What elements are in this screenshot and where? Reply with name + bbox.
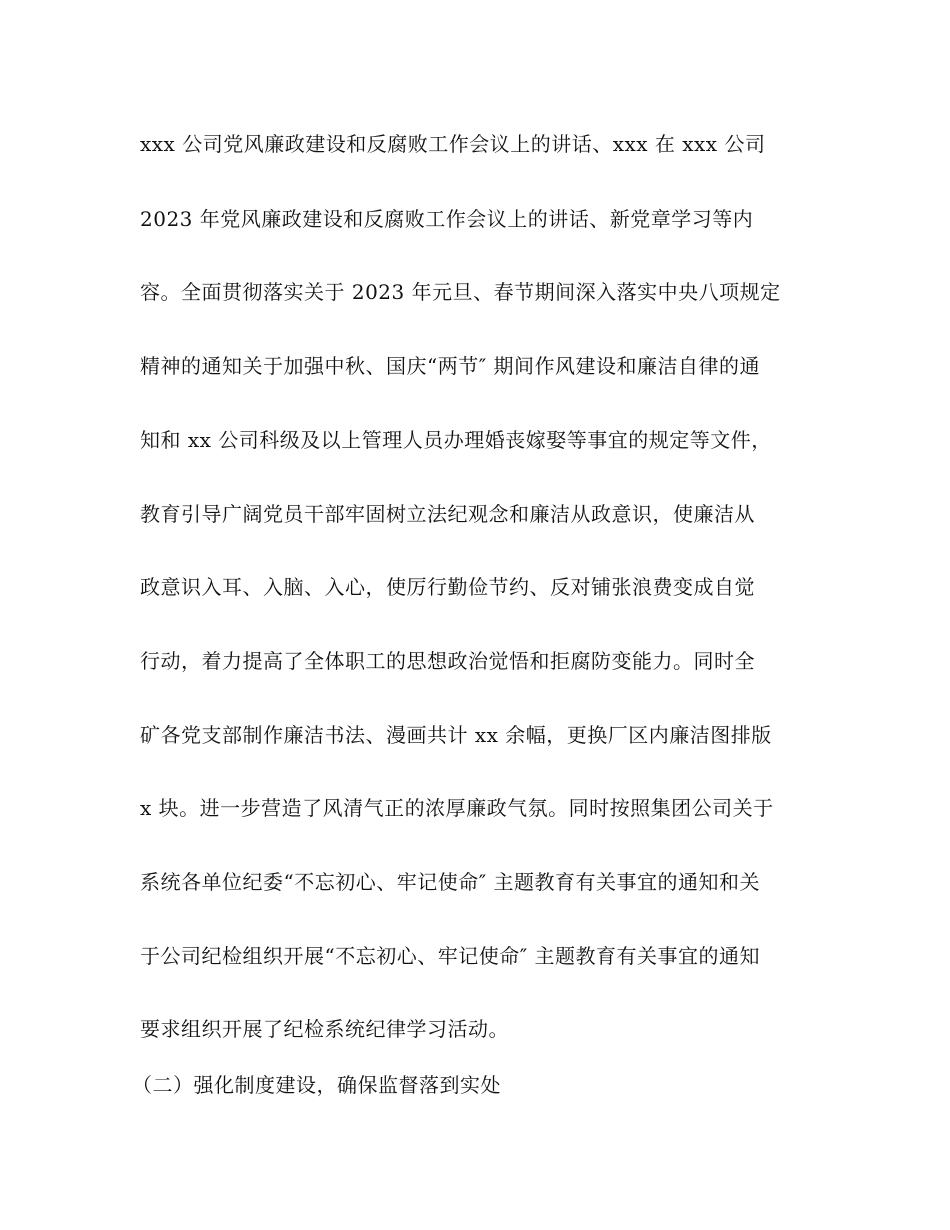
paragraph-line-4: 精神的通知关于加强中秋、国庆“两节″ 期间作风建设和廉洁自律的通: [140, 354, 761, 378]
paragraph-line-13: 要求组织开展了纪检系统纪律学习活动。: [140, 1017, 509, 1041]
paragraph-line-10: x 块。进一步营造了风清气正的浓厚廉政气氛。同时按照集团公司关于: [140, 796, 774, 820]
section-heading: （二）强化制度建设，确保监督落到实处: [132, 1073, 501, 1097]
paragraph-line-8: 行动，着力提高了全体职工的思想政治觉悟和拒腐防变能力。同时全: [140, 649, 755, 673]
paragraph-line-9: 矿各党支部制作廉洁书法、漫画共计 xx 余幅，更换厂区内廉洁图排版: [140, 723, 772, 747]
paragraph-line-1: xxx 公司党风廉政建设和反腐败工作会议上的讲话、xxx 在 xxx 公司: [140, 132, 766, 156]
paragraph-line-11: 系统各单位纪委“不忘初心、牢记使命″ 主题教育有关事宜的通知和关: [140, 870, 761, 894]
paragraph-line-7: 政意识入耳、入脑、入心，使厉行勤俭节约、反对铺张浪费变成自觉: [140, 575, 755, 599]
paragraph-line-3: 容。全面贯彻落实关于 2023 年元旦、春节期间深入落实中央八项规定: [140, 280, 781, 304]
paragraph-line-6: 教育引导广阔党员干部牢固树立法纪观念和廉洁从政意识，使廉洁从: [140, 502, 755, 526]
paragraph-line-5: 知和 xx 公司科级及以上管理人员办理婚丧嫁娶等事宜的规定等文件，: [140, 428, 772, 452]
paragraph-line-2: 2023 年党风廉政建设和反腐败工作会议上的讲话、新党章学习等内: [140, 207, 754, 231]
paragraph-line-12: 于公司纪检组织开展“不忘初心、牢记使命″ 主题教育有关事宜的通知: [140, 944, 761, 968]
